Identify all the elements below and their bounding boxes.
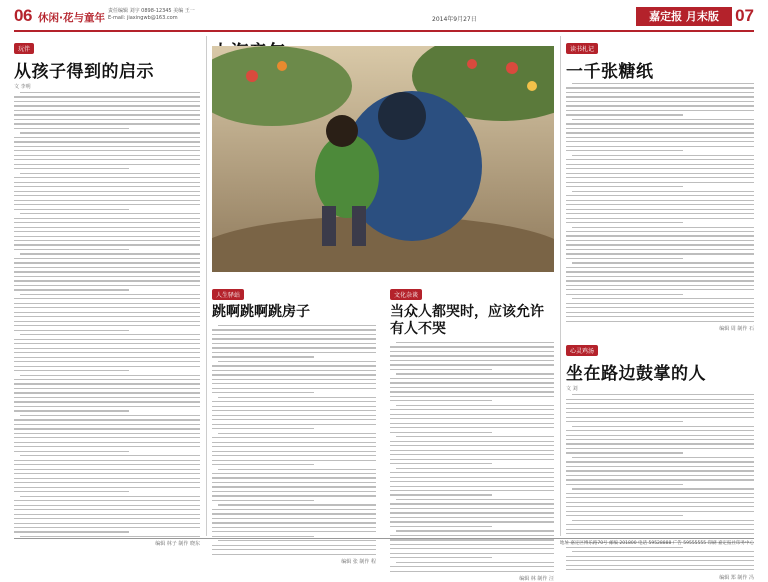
category-tag: 人生驿站 xyxy=(212,289,244,300)
article-byline: 文 李明 xyxy=(14,83,200,90)
category-tag: 心灵鸡汤 xyxy=(566,345,598,356)
column-divider xyxy=(560,36,561,536)
category-tag: 玩伴 xyxy=(14,43,34,54)
article-credit: 编辑 周 制作 石 xyxy=(566,325,754,332)
feature-photo xyxy=(212,46,554,272)
editor-info xyxy=(108,8,195,22)
footer-text: 地址 嘉定区博乐路70号 邮编 201800 电话 59528888 广告 59555555 印刷 嘉定报社印务中心 xyxy=(14,540,754,546)
editor-line: 责任编辑 刘宇 0898-12345 美编 王一 xyxy=(108,8,195,15)
sub-articles xyxy=(212,282,554,552)
article-headline: 跳啊跳啊跳房子 xyxy=(212,304,376,321)
category-tag: 读书札记 xyxy=(566,43,598,54)
page-number-left: 06 xyxy=(14,6,32,26)
article-headline: 一千张糖纸 xyxy=(566,57,754,82)
category-tag: 文化杂谈 xyxy=(390,289,422,300)
article-headline: 当众人都哭时，应该允许有人不哭 xyxy=(390,304,554,338)
issue-date: 2014年9月27日 xyxy=(432,14,477,23)
page-footer xyxy=(14,538,754,546)
article-middle xyxy=(212,36,554,546)
article-hopscotch xyxy=(212,282,376,565)
article-headline: 从孩子得到的启示 xyxy=(14,57,200,82)
article-body-text xyxy=(14,92,200,537)
article-left xyxy=(14,36,200,546)
article-credit: 编辑 林子 制作 晓东 xyxy=(14,540,200,547)
page-number-right: 07 xyxy=(735,6,754,26)
article-right xyxy=(566,36,754,546)
article-headline: 坐在路边鼓掌的人 xyxy=(566,359,754,384)
article-credit: 编辑 林 制作 汪 xyxy=(390,575,554,582)
editor-email: E-mail: jiaxingwb@163.com xyxy=(108,15,195,22)
photo-graphic xyxy=(212,46,554,272)
masthead-logo: 嘉定报 月末版 xyxy=(636,7,732,26)
page-header xyxy=(14,6,754,32)
column-divider xyxy=(206,36,207,536)
article-credit: 编辑 郑 制作 冯 xyxy=(566,574,754,581)
article-crying xyxy=(390,282,554,582)
article-body-text xyxy=(212,325,376,555)
article-byline: 文 刘 xyxy=(566,385,754,392)
article-body-text xyxy=(566,83,754,322)
section-title: 休闲·花与童年 xyxy=(38,10,105,25)
article-credit: 编辑 张 制作 程 xyxy=(212,558,376,565)
